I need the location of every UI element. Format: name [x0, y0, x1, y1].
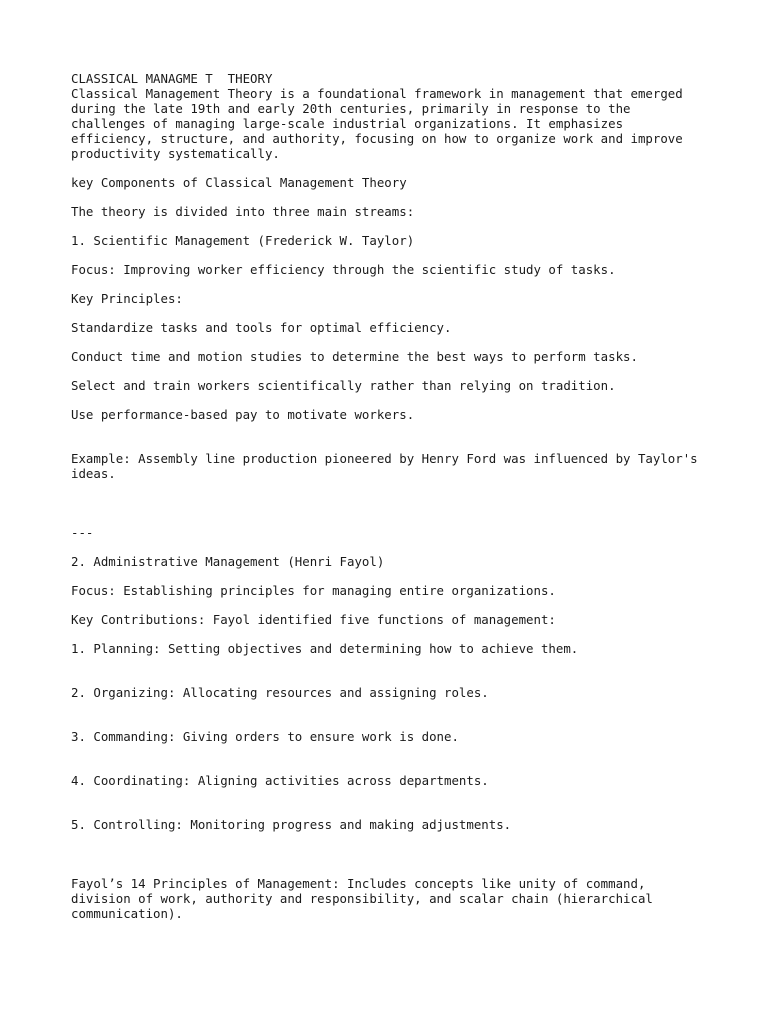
principle-item: Use performance-based pay to motivate workers.: [71, 407, 415, 422]
function-item: 5. Controlling: Monitoring progress and making adjustments.: [71, 817, 512, 832]
components-heading: key Components of Classical Management Theory: [71, 175, 407, 190]
streams-intro: The theory is divided into three main streams:: [71, 204, 415, 219]
section1-principles-heading: Key Principles:: [71, 291, 183, 306]
function-item: 2. Organizing: Allocating resources and assigning roles.: [71, 685, 489, 700]
section1-focus: Focus: Improving worker efficiency through the scientific study of tasks.: [71, 262, 616, 277]
function-item: 1. Planning: Setting objectives and determining how to achieve them.: [71, 641, 579, 656]
section2-focus: Focus: Establishing principles for managing entire organizations.: [71, 583, 556, 598]
section2-principles-note: Fayol’s 14 Principles of Management: Includes concepts like unity of command, division of work, authority and responsibility, and scalar chain (hierarchical communication).: [71, 876, 653, 921]
principle-item: Standardize tasks and tools for optimal efficiency.: [71, 320, 452, 335]
section2-contributions: Key Contributions: Fayol identified five functions of management:: [71, 612, 556, 627]
function-item: 4. Coordinating: Aligning activities across departments.: [71, 773, 489, 788]
function-item: 3. Commanding: Giving orders to ensure work is done.: [71, 729, 459, 744]
section1-heading: 1. Scientific Management (Frederick W. Taylor): [71, 233, 415, 248]
section-separator: ---: [71, 525, 94, 540]
intro-paragraph: Classical Management Theory is a foundational framework in management that emerged during the late 19th and early 20th centuries, primarily in response to the challenges of managing large-scale industrial organizations. It emphasizes efficiency, structure, and authority, focusing on how to organize work and improve productivity systematically.: [71, 86, 683, 161]
document-title: CLASSICAL MANAGME T THEORY: [71, 71, 273, 86]
document-page: [71, 71, 711, 921]
principle-item: Select and train workers scientifically rather than relying on tradition.: [71, 378, 616, 393]
section2-heading: 2. Administrative Management (Henri Fayol): [71, 554, 385, 569]
principle-item: Conduct time and motion studies to determine the best ways to perform tasks.: [71, 349, 638, 364]
section1-example: Example: Assembly line production pioneered by Henry Ford was influenced by Taylor's ideas.: [71, 451, 698, 481]
